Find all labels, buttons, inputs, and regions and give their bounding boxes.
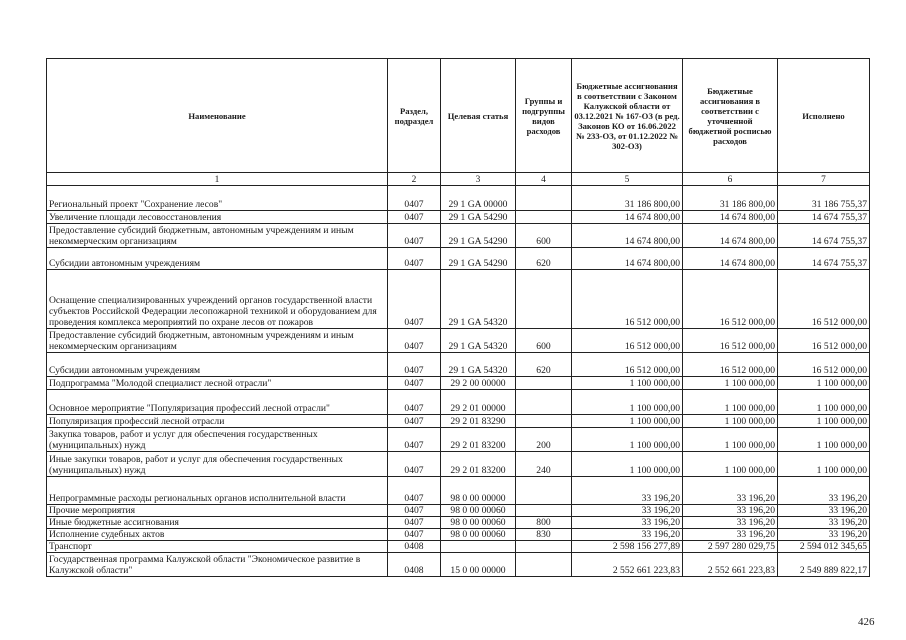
budget-execution-table (46, 58, 870, 577)
cell-section: 0407 (388, 329, 441, 353)
cell-name: Увеличение площади лесовосстановления (47, 211, 388, 224)
cell-group (516, 390, 572, 415)
column-number: 5 (572, 173, 683, 186)
cell-law: 1 100 000,00 (572, 377, 683, 390)
column-number: 1 (47, 173, 388, 186)
column-number: 3 (441, 173, 516, 186)
cell-section: 0407 (388, 529, 441, 541)
cell-plan: 16 512 000,00 (683, 353, 778, 377)
column-number: 4 (516, 173, 572, 186)
cell-article: 15 0 00 00000 (441, 553, 516, 577)
cell-section: 0407 (388, 186, 441, 211)
header-name: Наименование (47, 59, 388, 173)
cell-group: 620 (516, 353, 572, 377)
header-plan-allocations: Бюджетные ассигнования в соответствии с уточненной бюджетной росписью расходов (683, 59, 778, 173)
cell-done: 16 512 000,00 (778, 353, 870, 377)
cell-name: Государственная программа Калужской области "Экономическое развитие в Калужской области" (47, 553, 388, 577)
cell-name: Подпрограмма "Молодой специалист лесной отрасли" (47, 377, 388, 390)
table-row (47, 541, 870, 553)
cell-article: 98 0 00 00000 (441, 477, 516, 505)
table-body (47, 186, 870, 577)
cell-name: Оснащение специализированных учреждений органов государственной власти субъектов Российской Федерации лесопожарной техникой и оборудованием для проведения комплекса мероприятий по охране лесов от пожаров (47, 270, 388, 329)
table-row (47, 211, 870, 224)
cell-article: 29 1 GA 54320 (441, 353, 516, 377)
table-row (47, 270, 870, 329)
cell-section: 0407 (388, 211, 441, 224)
cell-section: 0407 (388, 224, 441, 248)
cell-done: 2 594 012 345,65 (778, 541, 870, 553)
cell-group: 200 (516, 428, 572, 452)
cell-done: 33 196,20 (778, 477, 870, 505)
cell-group (516, 377, 572, 390)
table-row (47, 329, 870, 353)
cell-law: 31 186 800,00 (572, 186, 683, 211)
table-row (47, 452, 870, 477)
cell-law: 1 100 000,00 (572, 415, 683, 428)
table-row (47, 529, 870, 541)
cell-done: 16 512 000,00 (778, 329, 870, 353)
cell-law: 1 100 000,00 (572, 428, 683, 452)
cell-done: 14 674 755,37 (778, 211, 870, 224)
cell-plan: 33 196,20 (683, 529, 778, 541)
cell-section: 0407 (388, 428, 441, 452)
cell-group: 830 (516, 529, 572, 541)
cell-done: 31 186 755,37 (778, 186, 870, 211)
cell-group (516, 553, 572, 577)
cell-law: 33 196,20 (572, 505, 683, 517)
cell-done: 1 100 000,00 (778, 390, 870, 415)
cell-name: Закупка товаров, работ и услуг для обеспечения государственных (муниципальных) нужд (47, 428, 388, 452)
cell-done: 1 100 000,00 (778, 377, 870, 390)
cell-done: 33 196,20 (778, 529, 870, 541)
cell-article: 98 0 00 00060 (441, 517, 516, 529)
cell-article: 29 1 GA 54290 (441, 211, 516, 224)
cell-law: 33 196,20 (572, 477, 683, 505)
cell-name: Иные бюджетные ассигнования (47, 517, 388, 529)
cell-name: Основное мероприятие "Популяризация профессий лесной отрасли" (47, 390, 388, 415)
table-row (47, 517, 870, 529)
cell-done: 1 100 000,00 (778, 415, 870, 428)
cell-done: 1 100 000,00 (778, 452, 870, 477)
cell-section: 0407 (388, 390, 441, 415)
cell-law: 2 598 156 277,89 (572, 541, 683, 553)
cell-section: 0407 (388, 353, 441, 377)
cell-plan: 14 674 800,00 (683, 248, 778, 270)
cell-plan: 33 196,20 (683, 505, 778, 517)
cell-group: 620 (516, 248, 572, 270)
cell-law: 14 674 800,00 (572, 224, 683, 248)
cell-group: 600 (516, 329, 572, 353)
cell-plan: 16 512 000,00 (683, 329, 778, 353)
column-number: 7 (778, 173, 870, 186)
cell-group (516, 415, 572, 428)
cell-law: 1 100 000,00 (572, 452, 683, 477)
cell-group (516, 505, 572, 517)
cell-article: 29 1 GA 00000 (441, 186, 516, 211)
cell-plan: 33 196,20 (683, 477, 778, 505)
table-row (47, 186, 870, 211)
table-row (47, 477, 870, 505)
cell-done: 33 196,20 (778, 517, 870, 529)
table-row (47, 248, 870, 270)
cell-plan: 16 512 000,00 (683, 270, 778, 329)
cell-article: 98 0 00 00060 (441, 529, 516, 541)
table-header-row (47, 59, 870, 173)
cell-plan: 1 100 000,00 (683, 377, 778, 390)
cell-article: 29 2 01 00000 (441, 390, 516, 415)
cell-plan: 1 100 000,00 (683, 415, 778, 428)
cell-group (516, 477, 572, 505)
cell-done: 1 100 000,00 (778, 428, 870, 452)
cell-section: 0407 (388, 248, 441, 270)
cell-plan: 1 100 000,00 (683, 452, 778, 477)
header-executed: Исполнено (778, 59, 870, 173)
column-number: 6 (683, 173, 778, 186)
cell-plan: 31 186 800,00 (683, 186, 778, 211)
cell-article: 29 1 GA 54320 (441, 270, 516, 329)
column-number: 2 (388, 173, 441, 186)
cell-plan: 1 100 000,00 (683, 390, 778, 415)
cell-group (516, 211, 572, 224)
table-row (47, 224, 870, 248)
header-expense-group: Группы и подгруппы видов расходов (516, 59, 572, 173)
cell-plan: 1 100 000,00 (683, 428, 778, 452)
table-row (47, 415, 870, 428)
cell-law: 33 196,20 (572, 529, 683, 541)
cell-section: 0407 (388, 415, 441, 428)
cell-name: Непрограммные расходы региональных органов исполнительной власти (47, 477, 388, 505)
cell-done: 14 674 755,37 (778, 224, 870, 248)
cell-name: Предоставление субсидий бюджетным, автономным учреждениям и иным некоммерческим организациям (47, 224, 388, 248)
cell-law: 16 512 000,00 (572, 270, 683, 329)
cell-section: 0407 (388, 377, 441, 390)
cell-group: 240 (516, 452, 572, 477)
cell-article: 29 1 GA 54320 (441, 329, 516, 353)
table-row (47, 390, 870, 415)
cell-article: 29 1 GA 54290 (441, 248, 516, 270)
cell-section: 0407 (388, 477, 441, 505)
cell-done: 2 549 889 822,17 (778, 553, 870, 577)
table-row (47, 353, 870, 377)
cell-plan: 2 552 661 223,83 (683, 553, 778, 577)
table-row (47, 505, 870, 517)
cell-section: 0407 (388, 270, 441, 329)
table-row (47, 428, 870, 452)
cell-law: 14 674 800,00 (572, 211, 683, 224)
cell-name: Популяризация профессий лесной отрасли (47, 415, 388, 428)
cell-name: Прочие мероприятия (47, 505, 388, 517)
cell-name: Транспорт (47, 541, 388, 553)
cell-name: Исполнение судебных актов (47, 529, 388, 541)
cell-section: 0407 (388, 505, 441, 517)
cell-plan: 14 674 800,00 (683, 211, 778, 224)
cell-section: 0407 (388, 517, 441, 529)
header-section: Раздел, подраздел (388, 59, 441, 173)
cell-law: 16 512 000,00 (572, 329, 683, 353)
cell-name: Субсидии автономным учреждениям (47, 353, 388, 377)
cell-plan: 14 674 800,00 (683, 224, 778, 248)
page-number: 426 (858, 616, 875, 628)
cell-article: 29 1 GA 54290 (441, 224, 516, 248)
cell-law: 1 100 000,00 (572, 390, 683, 415)
cell-section: 0408 (388, 553, 441, 577)
cell-done: 14 674 755,37 (778, 248, 870, 270)
cell-name: Региональный проект "Сохранение лесов" (47, 186, 388, 211)
cell-law: 14 674 800,00 (572, 248, 683, 270)
cell-article: 29 2 01 83200 (441, 428, 516, 452)
cell-article: 29 2 01 83290 (441, 415, 516, 428)
cell-group (516, 541, 572, 553)
cell-group: 800 (516, 517, 572, 529)
cell-law: 16 512 000,00 (572, 353, 683, 377)
cell-name: Предоставление субсидий бюджетным, автономным учреждениям и иным некоммерческим организациям (47, 329, 388, 353)
cell-group (516, 186, 572, 211)
cell-plan: 2 597 280 029,75 (683, 541, 778, 553)
cell-article (441, 541, 516, 553)
column-number-row (47, 173, 870, 186)
cell-article: 29 2 00 00000 (441, 377, 516, 390)
cell-done: 33 196,20 (778, 505, 870, 517)
cell-name: Субсидии автономным учреждениям (47, 248, 388, 270)
header-target-article: Целевая статья (441, 59, 516, 173)
cell-group: 600 (516, 224, 572, 248)
cell-group (516, 270, 572, 329)
cell-section: 0408 (388, 541, 441, 553)
cell-done: 16 512 000,00 (778, 270, 870, 329)
cell-section: 0407 (388, 452, 441, 477)
header-law-allocations: Бюджетные ассигнования в соответствии с Законом Калужской области от 03.12.2021 № 167-ОЗ (в ред. Законов КО от 16.06.2022 № 233-ОЗ, от 01.12.2022 № 302-ОЗ) (572, 59, 683, 173)
cell-plan: 33 196,20 (683, 517, 778, 529)
cell-law: 2 552 661 223,83 (572, 553, 683, 577)
cell-article: 98 0 00 00060 (441, 505, 516, 517)
table-row (47, 377, 870, 390)
cell-name: Иные закупки товаров, работ и услуг для обеспечения государственных (муниципальных) нужд (47, 452, 388, 477)
table-row (47, 553, 870, 577)
cell-article: 29 2 01 83200 (441, 452, 516, 477)
cell-law: 33 196,20 (572, 517, 683, 529)
